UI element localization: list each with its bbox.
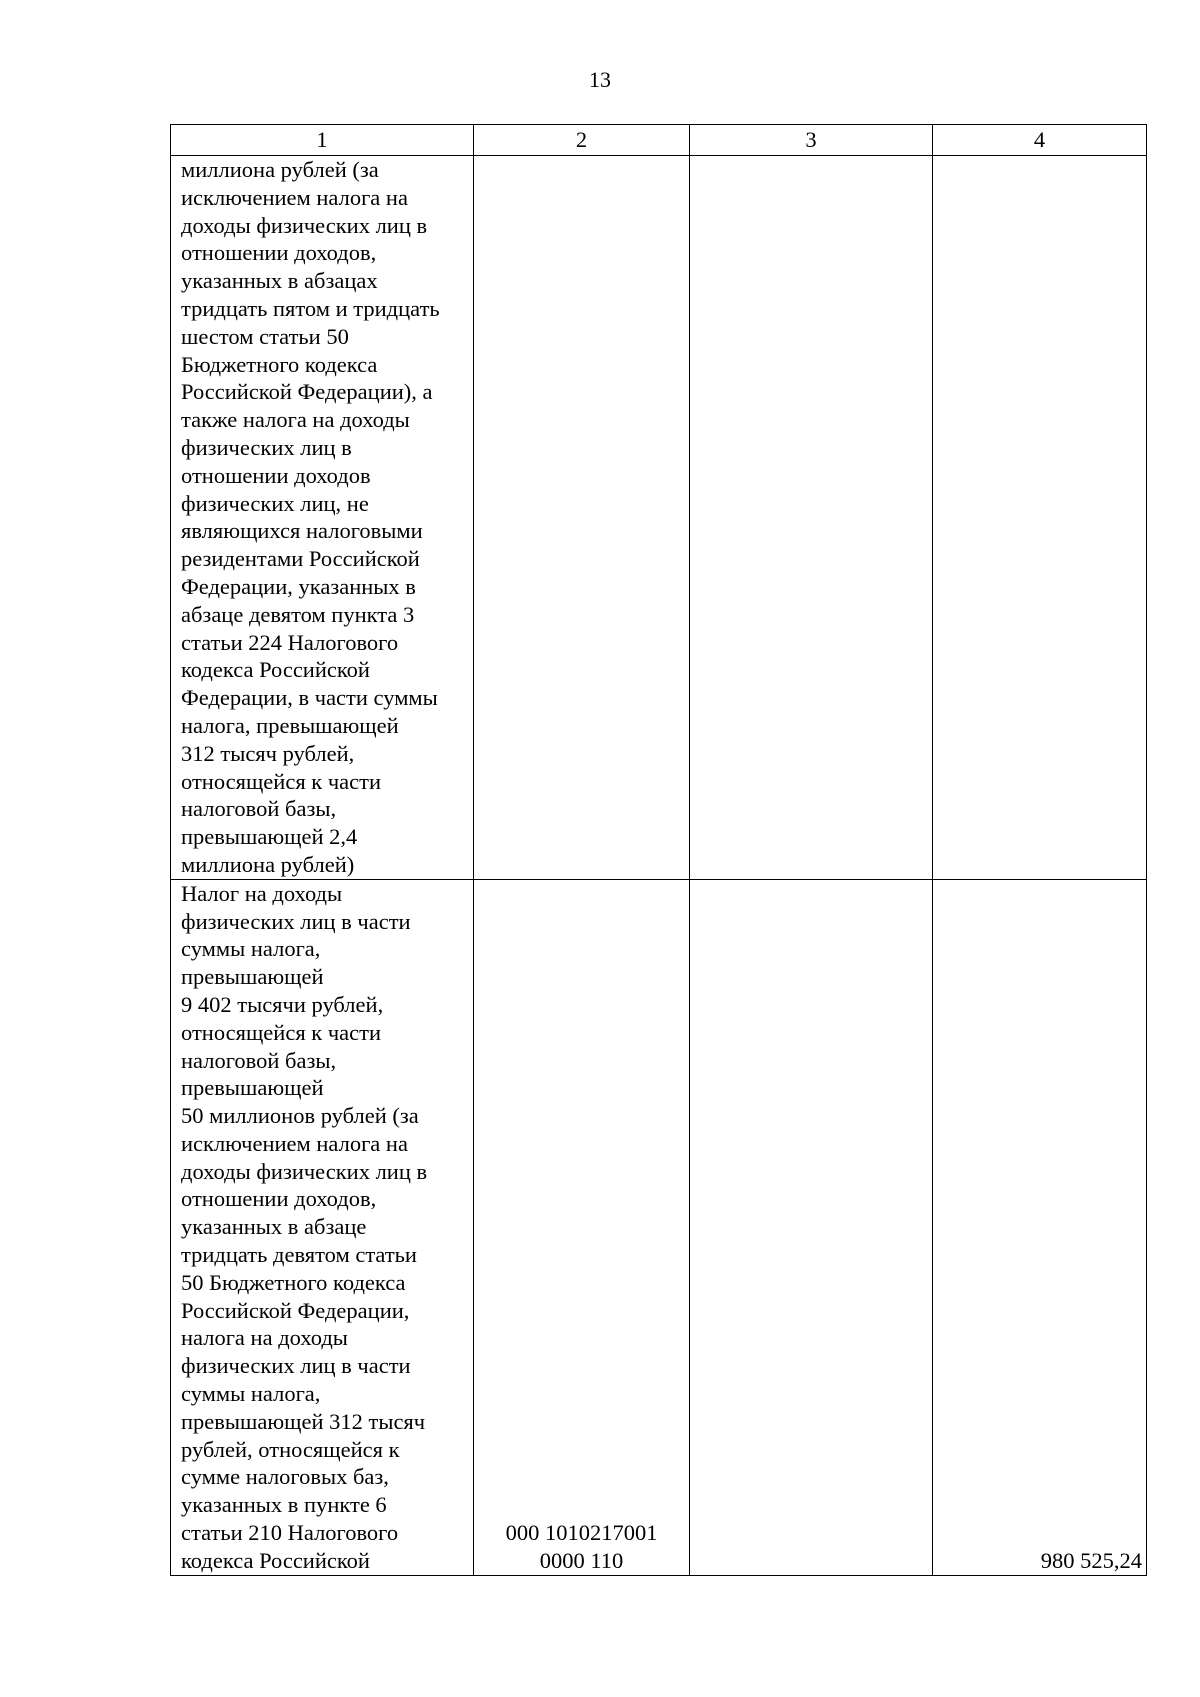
revenue-table (170, 124, 1147, 1576)
table-row (171, 156, 1147, 880)
row-code: 000 1010217001 0000 110 (474, 879, 690, 1575)
row-column-3 (690, 879, 933, 1575)
column-header-2: 2 (474, 125, 690, 156)
row-column-3 (690, 156, 933, 880)
page-number: 13 (589, 67, 611, 92)
table-row (171, 879, 1147, 1575)
row-description: миллиона рублей (за исключением налога на доходы физических лиц в отношении доходов, указанных в абзацах тридцать пятом и тридцать шестом статьи 50 Бюджетного кодекса Российской Федерации), а также налога на доходы физических лиц в отношении доходов физических лиц, не являющихся налоговыми резидентами Российской Федерации, указанных в абзаце девятом пункта 3 статьи 224 Налогового кодекса Российской Федерации, в части суммы налога, превышающей 312 тысяч рублей, относящейся к части налоговой базы, превышающей 2,4 миллиона рублей) (171, 156, 474, 880)
column-header-4: 4 (933, 125, 1147, 156)
table-header-row (171, 125, 1147, 156)
row-amount (933, 156, 1147, 880)
row-code (474, 156, 690, 880)
column-header-1: 1 (171, 125, 474, 156)
row-description: Налог на доходы физических лиц в части суммы налога, превышающей 9 402 тысячи рублей, относящейся к части налоговой базы, превышающей 50 миллионов рублей (за исключением налога на доходы физических лиц в отношении доходов, указанных в абзаце тридцать девятом статьи 50 Бюджетного кодекса Российской Федерации, налога на доходы физических лиц в части суммы налога, превышающей 312 тысяч рублей, относящейся к сумме налоговых баз, указанных в пункте 6 статьи 210 Налогового кодекса Российской (171, 879, 474, 1575)
row-amount: 980 525,24 (933, 879, 1147, 1575)
column-header-3: 3 (690, 125, 933, 156)
